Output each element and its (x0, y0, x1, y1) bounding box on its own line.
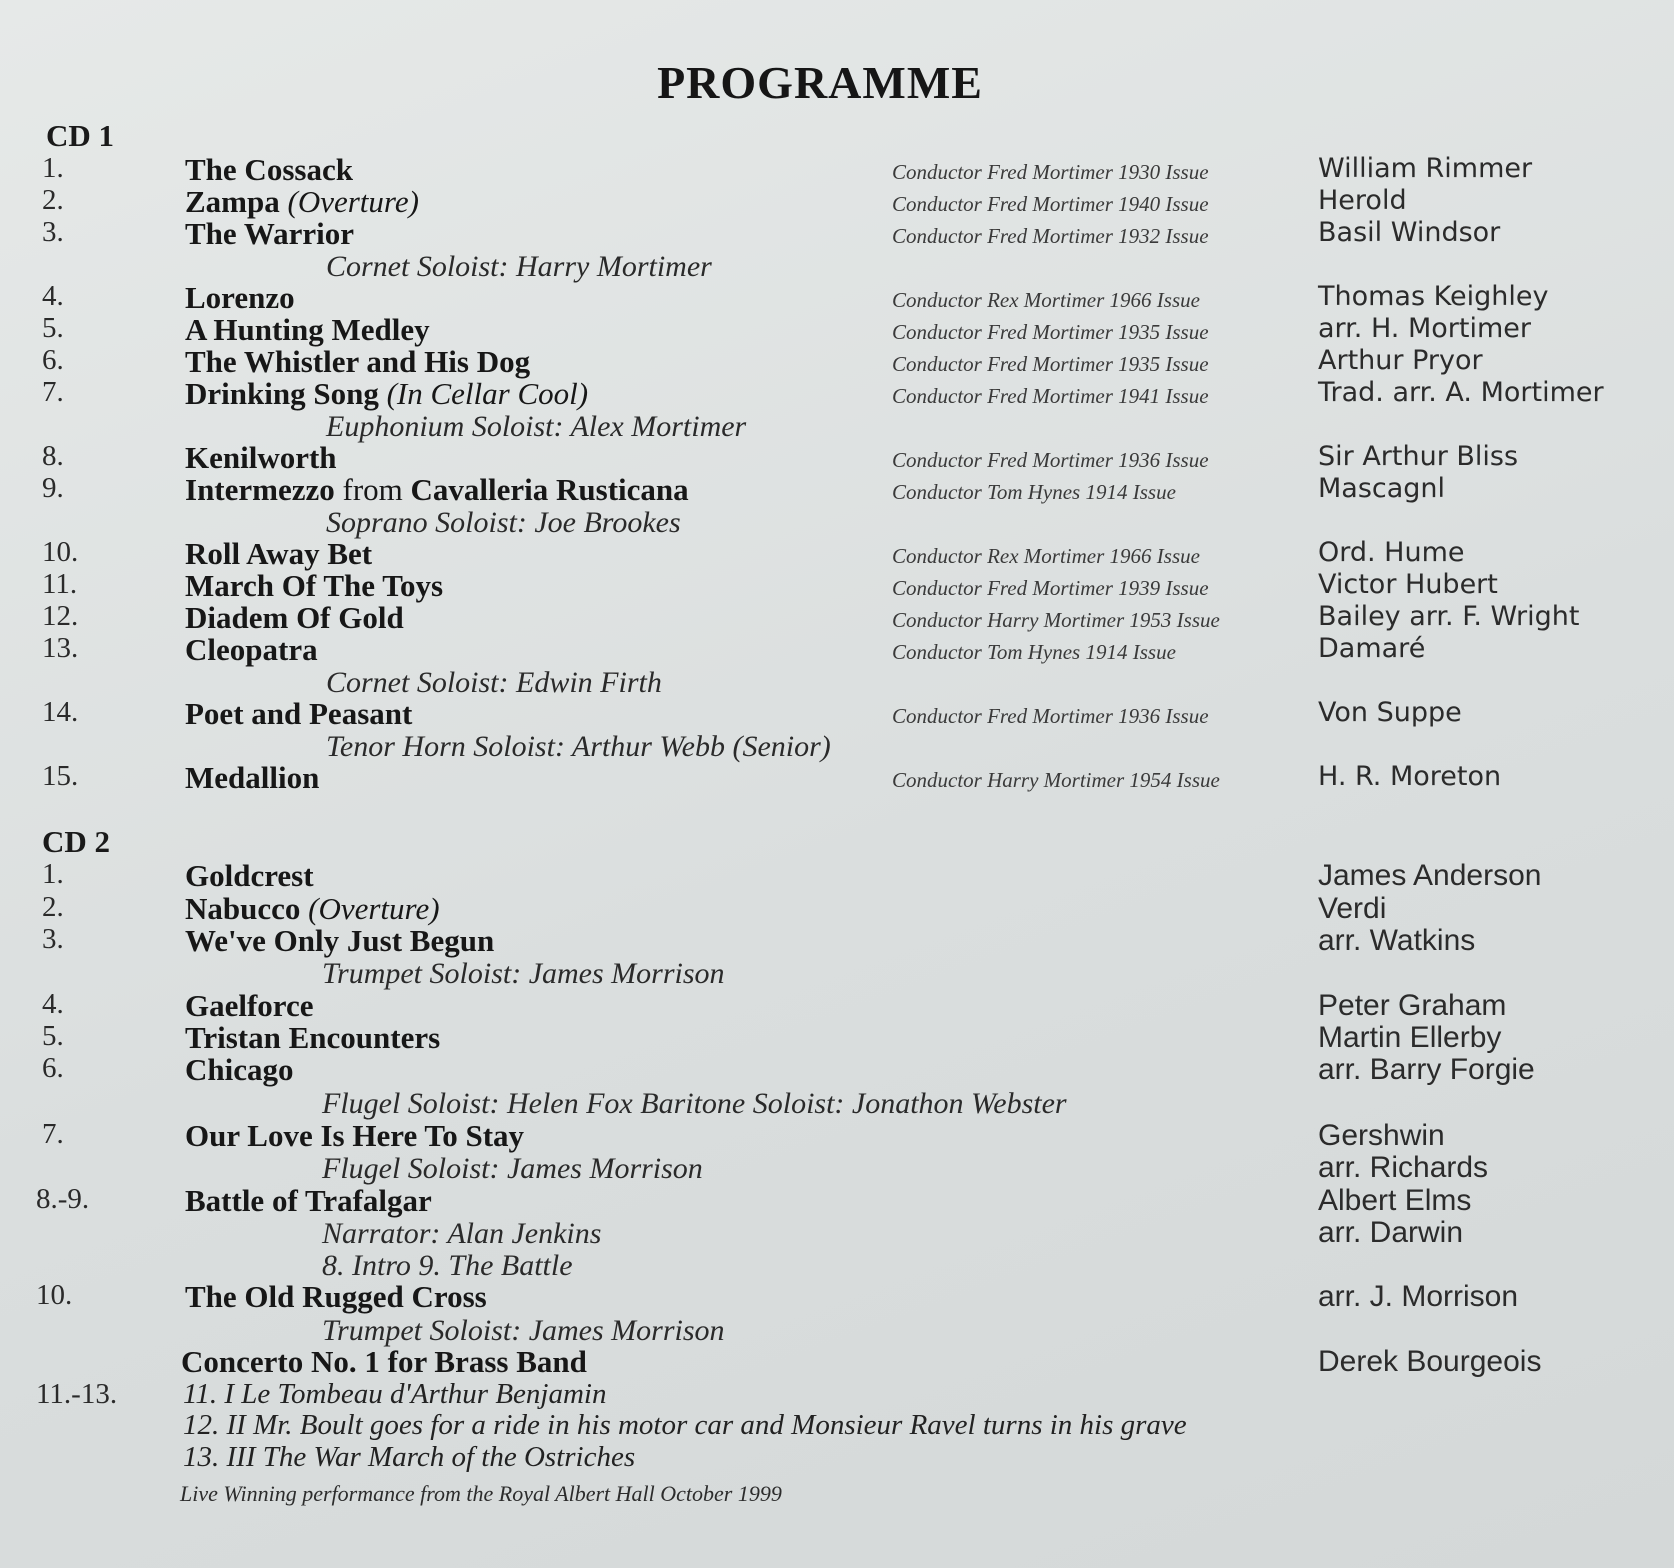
track-composer: Herold (1318, 185, 1407, 216)
track-conductor: Conductor Fred Mortimer 1932 Issue (892, 224, 1209, 248)
track-soloist: Narrator: Alan Jenkins (322, 1217, 602, 1250)
track-soloist: Euphonium Soloist: Alex Mortimer (326, 410, 747, 443)
table-row (0, 1183, 1674, 1217)
table-row (0, 1344, 1674, 1378)
track-composer: Thomas Keighley (1318, 281, 1549, 312)
track-title (185, 376, 588, 412)
table-row (0, 988, 1674, 1022)
track-title: Lorenzo (185, 280, 295, 315)
track-composer: arr. H. Mortimer (1318, 313, 1531, 344)
track-title: Diadem Of Gold (185, 600, 404, 635)
track-number: 14. (42, 696, 79, 728)
track-subtitle: (Overture) (308, 891, 440, 926)
track-title: Battle of Trafalgar (185, 1183, 432, 1218)
table-row (0, 440, 1674, 474)
track-title: Medallion (185, 760, 320, 795)
table-row (0, 923, 1674, 957)
track-title: Chicago (185, 1052, 294, 1087)
track-composer: Arthur Pryor (1318, 345, 1483, 376)
track-conductor: Conductor Fred Mortimer 1940 Issue (892, 192, 1209, 216)
track-number: 7. (42, 1118, 64, 1150)
table-row (0, 858, 1674, 892)
track-composer: Damaré (1318, 633, 1426, 664)
table-row (0, 184, 1674, 218)
track-number: 5. (42, 312, 64, 344)
table-row (0, 536, 1674, 570)
cd1-heading: CD 1 (46, 118, 115, 153)
cd2-heading: CD 2 (42, 824, 111, 859)
track-title: We've Only Just Begun (185, 923, 495, 958)
table-row (0, 152, 1674, 186)
track-title: The Warrior (185, 216, 355, 251)
table-row (0, 344, 1674, 378)
track-composer: William Rimmer (1318, 153, 1533, 184)
table-row (0, 1378, 1674, 1412)
track-title (185, 472, 689, 508)
table-row (0, 568, 1674, 602)
track-composer: Ord. Hume (1318, 537, 1465, 568)
track-title: The Cossack (185, 152, 353, 187)
table-row (0, 376, 1674, 410)
track-arranger: arr. Richards (1318, 1151, 1489, 1184)
track-composer: Trad. arr. A. Mortimer (1318, 377, 1604, 408)
track-soloist: Flugel Soloist: James Morrison (322, 1152, 703, 1185)
track-composer: Verdi (1318, 892, 1387, 925)
track-composer: arr. Watkins (1318, 924, 1476, 957)
track-title (185, 891, 440, 927)
track-title-text-2: Cavalleria Rusticana (410, 472, 689, 507)
track-title-text: Drinking Song (185, 376, 379, 411)
track-subtitle: (Overture) (287, 184, 419, 219)
table-row (0, 312, 1674, 346)
track-number: 5. (42, 1020, 64, 1052)
table-row (0, 600, 1674, 634)
track-arranger: arr. Darwin (1318, 1216, 1464, 1249)
table-row (0, 696, 1674, 730)
track-composer: Albert Elms (1318, 1184, 1472, 1217)
track-title: Poet and Peasant (185, 696, 413, 731)
track-number: 12. (42, 600, 79, 632)
track-number: 11. (42, 568, 78, 600)
track-soloist: Flugel Soloist: Helen Fox Baritone Soloist: Jonathon Webster (322, 1087, 1067, 1120)
track-number: 4. (42, 988, 64, 1020)
track-composer: Von Suppe (1318, 697, 1462, 728)
table-row (0, 1150, 1674, 1184)
track-conductor: Conductor Fred Mortimer 1936 Issue (892, 704, 1209, 728)
track-number: 3. (42, 923, 64, 955)
track-title: Kenilworth (185, 440, 337, 475)
track-number: 8. (42, 440, 64, 472)
track-title: March Of The Toys (185, 568, 444, 603)
table-row (0, 1215, 1674, 1249)
table-row (0, 1020, 1674, 1054)
track-soloist: Trumpet Soloist: James Morrison (322, 957, 725, 990)
track-soloist: Cornet Soloist: Edwin Firth (326, 666, 662, 699)
track-title: Concerto No. 1 for Brass Band (181, 1344, 587, 1379)
track-conductor: Conductor Fred Mortimer 1941 Issue (892, 384, 1209, 408)
track-soloist: Soprano Soloist: Joe Brookes (326, 506, 681, 539)
track-composer: Martin Ellerby (1318, 1021, 1502, 1054)
track-conductor: Conductor Fred Mortimer 1935 Issue (892, 320, 1209, 344)
track-title: Cleopatra (185, 632, 318, 667)
track-composer: Bailey arr. F. Wright (1318, 601, 1580, 632)
track-conductor: Conductor Fred Mortimer 1939 Issue (892, 576, 1209, 600)
track-title: Gaelforce (185, 988, 314, 1023)
track-title-text: Zampa (185, 184, 280, 219)
track-title (185, 184, 419, 220)
track-composer: Victor Hubert (1318, 569, 1498, 600)
track-number: 2. (42, 891, 64, 923)
track-title: Roll Away Bet (185, 536, 373, 571)
track-title: Goldcrest (185, 858, 314, 893)
table-row (0, 1118, 1674, 1152)
track-number: 9. (42, 472, 64, 504)
track-composer: Sir Arthur Bliss (1318, 441, 1519, 472)
track-number: 1. (42, 152, 64, 184)
track-composer: H. R. Moreton (1318, 761, 1502, 792)
track-conductor: Conductor Fred Mortimer 1935 Issue (892, 352, 1209, 376)
table-row (0, 1279, 1674, 1313)
track-conductor: Conductor Harry Mortimer 1954 Issue (892, 768, 1220, 792)
track-title: A Hunting Medley (185, 312, 430, 347)
track-number: 11.-13. (36, 1378, 118, 1410)
track-number: 7. (42, 376, 64, 408)
movement: 12. II Mr. Boult goes for a ride in his motor car and Monsieur Ravel turns in his grave (183, 1409, 1187, 1441)
track-number: 4. (42, 280, 64, 312)
table-row (0, 632, 1674, 666)
track-number: 1. (42, 858, 64, 890)
track-number: 3. (42, 216, 64, 248)
track-title-text: Intermezzo (185, 472, 335, 507)
movement: 11. I Le Tombeau d'Arthur Benjamin (183, 1378, 607, 1410)
track-parts: 8. Intro 9. The Battle (322, 1249, 573, 1282)
track-composer: arr. Barry Forgie (1318, 1053, 1535, 1086)
track-conductor: Conductor Rex Mortimer 1966 Issue (892, 288, 1200, 312)
track-number: 13. (42, 632, 79, 664)
track-composer: Basil Windsor (1318, 217, 1501, 248)
page-title: PROGRAMME (657, 57, 983, 108)
track-title: The Whistler and His Dog (185, 344, 531, 379)
track-number: 8.-9. (36, 1183, 90, 1215)
track-soloist: Tenor Horn Soloist: Arthur Webb (Senior) (326, 730, 831, 763)
table-row (0, 216, 1674, 250)
track-number: 2. (42, 184, 64, 216)
track-conductor: Conductor Fred Mortimer 1930 Issue (892, 160, 1209, 184)
track-composer: Peter Graham (1318, 989, 1507, 1022)
movement: 13. III The War March of the Ostriches (183, 1441, 636, 1473)
track-conductor: Conductor Tom Hynes 1914 Issue (892, 640, 1176, 664)
track-composer: arr. J. Morrison (1318, 1280, 1519, 1313)
table-row (0, 891, 1674, 925)
track-title: Tristan Encounters (185, 1020, 441, 1055)
table-row (0, 760, 1674, 794)
track-title-connector: from (342, 472, 403, 507)
track-composer: Mascagnl (1318, 473, 1446, 504)
track-soloist: Trumpet Soloist: James Morrison (322, 1314, 725, 1347)
track-title-text: Nabucco (185, 891, 301, 926)
track-composer: Derek Bourgeois (1318, 1345, 1542, 1378)
track-conductor: Conductor Fred Mortimer 1936 Issue (892, 448, 1209, 472)
performance-note: Live Winning performance from the Royal Albert Hall October 1999 (180, 1481, 782, 1506)
track-title: Our Love Is Here To Stay (185, 1118, 525, 1153)
table-row (0, 472, 1674, 506)
track-number: 15. (42, 760, 79, 792)
track-number: 10. (42, 536, 79, 568)
table-row (0, 280, 1674, 314)
track-conductor: Conductor Harry Mortimer 1953 Issue (892, 608, 1220, 632)
track-soloist: Cornet Soloist: Harry Mortimer (326, 250, 712, 283)
track-title: The Old Rugged Cross (185, 1279, 487, 1314)
track-number: 10. (36, 1279, 73, 1311)
track-conductor: Conductor Tom Hynes 1914 Issue (892, 480, 1176, 504)
track-subtitle: (In Cellar Cool) (386, 376, 589, 411)
track-conductor: Conductor Rex Mortimer 1966 Issue (892, 544, 1200, 568)
track-number: 6. (42, 1052, 64, 1084)
track-composer: Gershwin (1318, 1119, 1445, 1152)
table-row (0, 1052, 1674, 1086)
track-number: 6. (42, 344, 64, 376)
track-composer: James Anderson (1318, 859, 1542, 892)
